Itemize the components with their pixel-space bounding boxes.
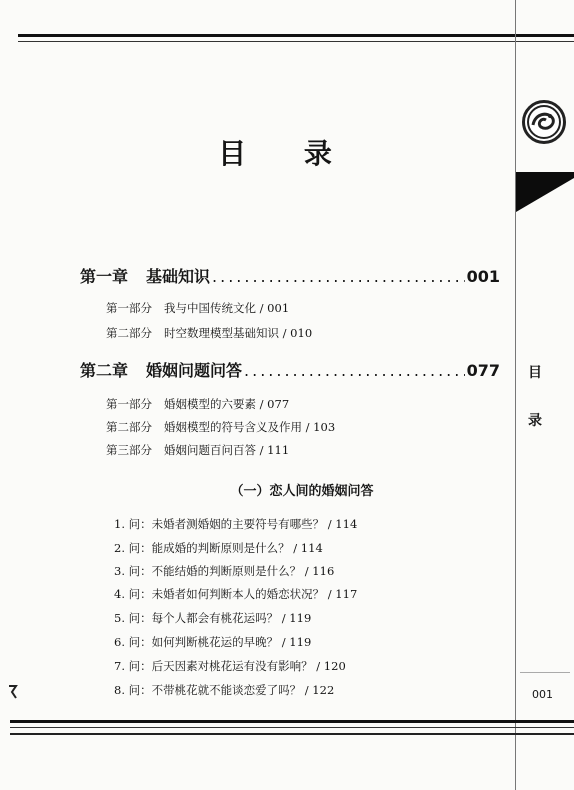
leader-dots (244, 361, 465, 380)
question-entry[interactable]: 6. 问：如何判断桃花运的早晚？ / 119 (114, 635, 312, 649)
chapter-number: 第二章 (80, 361, 129, 380)
margin-wedge (516, 172, 574, 212)
question-entry[interactable]: 8. 问：不带桃花就不能谈恋爱了吗？ / 122 (114, 683, 335, 697)
page-title: 目 录 (218, 137, 356, 170)
leader-dots (212, 267, 465, 286)
bottom-rule-lower (10, 733, 574, 735)
section-label: 第一部分 (106, 301, 152, 315)
question-entry[interactable]: 4. 问：未婚者如何判断本人的婚恋状况？ / 117 (114, 587, 358, 601)
question-entry[interactable]: 7. 问：后天因素对桃花运有没有影响？ / 120 (114, 659, 346, 673)
top-rule-thin (18, 41, 574, 42)
dragon-emblem-icon (522, 100, 566, 144)
section-text: 婚姻模型的六要素 / 077 (164, 397, 290, 411)
section-entry[interactable] (106, 325, 312, 341)
chapter-name: 婚姻问题问答 (146, 361, 243, 380)
margin-divider (520, 672, 570, 673)
margin-separator (515, 0, 516, 790)
question-entry[interactable]: 2. 问：能成婚的判断原则是什么？ / 114 (114, 541, 323, 555)
question-entry[interactable]: 1. 问：未婚者测婚姻的主要符号有哪些？ / 114 (114, 517, 358, 531)
section-entry[interactable] (106, 300, 289, 316)
margin-char: 录 (528, 413, 542, 429)
edge-mark (8, 684, 18, 704)
section-label: 第二部分 (106, 420, 152, 434)
section-entry[interactable] (106, 396, 289, 412)
chapter-page: 001 (466, 267, 500, 286)
chapter-name: 基础知识 (146, 267, 211, 286)
top-rule (18, 34, 574, 37)
margin-page-number: 001 (532, 688, 553, 701)
section-text: 我与中国传统文化 / 001 (164, 301, 290, 315)
bottom-rule (10, 720, 574, 723)
section-text: 婚姻问题百问百答 / 111 (164, 443, 290, 457)
section-entry[interactable] (106, 419, 335, 435)
bottom-rule-thin (10, 727, 574, 728)
section-text: 婚姻模型的符号含义及作用 / 103 (164, 420, 336, 434)
chapter-page: 077 (466, 361, 500, 380)
section-label: 第二部分 (106, 326, 152, 340)
section-label: 第一部分 (106, 397, 152, 411)
section-label: 第三部分 (106, 443, 152, 457)
chapter-2-entry[interactable] (80, 358, 500, 382)
section-text: 时空数理模型基础知识 / 010 (164, 326, 313, 340)
section-entry[interactable] (106, 442, 289, 458)
question-entry[interactable]: 3. 问：不能结婚的判断原则是什么？ / 116 (114, 564, 335, 578)
margin-char: 目 (528, 365, 542, 381)
chapter-number: 第一章 (80, 267, 129, 286)
chapter-1-entry[interactable] (80, 264, 500, 288)
question-entry[interactable]: 5. 问：每个人都会有桃花运吗？ / 119 (114, 611, 312, 625)
subsection-title: （一）恋人间的婚姻问答 (230, 484, 374, 499)
